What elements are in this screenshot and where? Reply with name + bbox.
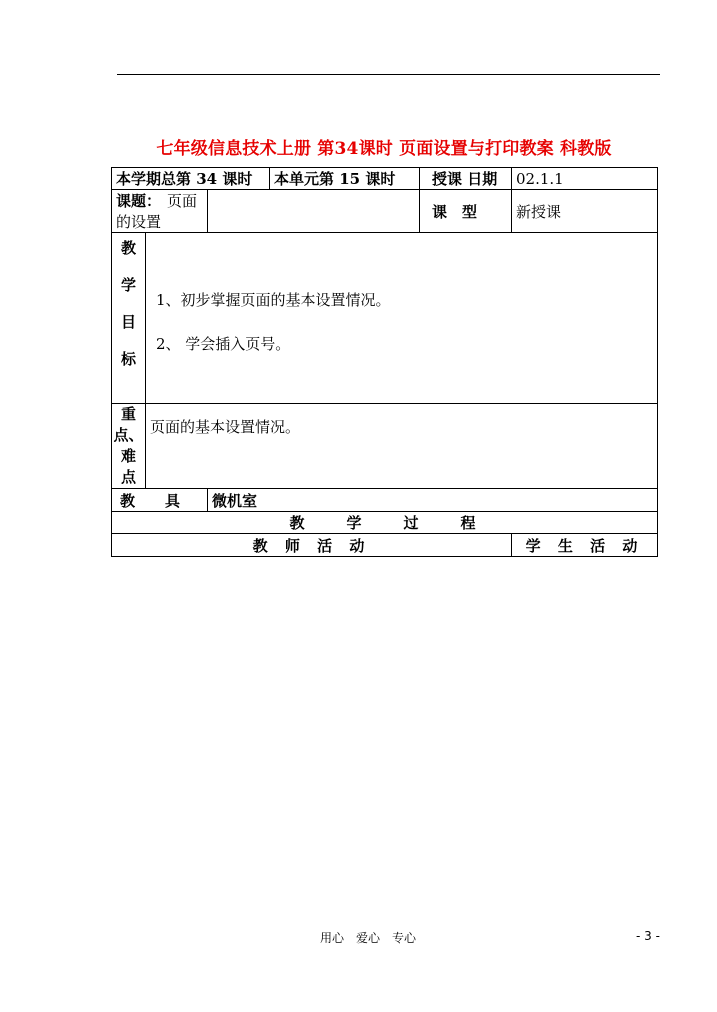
process-header: 教 学 过 程 [112,512,658,534]
tools-value: 微机室 [208,489,658,512]
header-rule [117,74,660,75]
student-activity-header: 学 生 活 动 [512,534,658,557]
type-label-cell: 课 型 [420,190,512,233]
process-header-row [112,512,658,534]
date-label-cell: 授课 日期 [420,168,512,190]
key-points-label-cell [112,404,146,489]
topic-label: 课题： [116,192,162,210]
total-lesson-cell: 本学期总第 34 课时 [112,168,270,190]
key-label-char: 点 [120,468,136,486]
activities-row [112,534,658,557]
goals-label-char: 目 [120,313,136,331]
type-value-cell: 新授课 [512,190,658,233]
goals-content-cell [146,233,658,404]
topic-row [112,190,658,233]
goals-label-char: 学 [120,276,136,294]
info-row [112,168,658,190]
tools-label: 教 具 [112,489,208,512]
lesson-plan-table [111,167,658,557]
goals-label-char: 标 [120,350,136,368]
key-points-row [112,404,658,489]
teacher-activity-header: 教 师 活 动 [112,534,512,557]
key-label-char: 难 [120,447,136,465]
goals-label-char: 教 [120,239,136,257]
goals-label-cell [112,233,146,404]
key-label-char: 重 [120,405,136,423]
page-title: 七年级信息技术上册 第34课时 页面设置与打印教案 科教版 [156,139,612,159]
page-number: - 3 - [636,929,660,943]
key-label-char: 点、 [113,426,144,444]
tools-row [112,489,658,512]
topic-blank-cell [208,190,420,233]
goal-item: 2、 学会插入页号。 [156,335,291,353]
goal-item: 1、初步掌握页面的基本设置情况。 [156,291,391,309]
key-points-content: 页面的基本设置情况。 [146,404,658,489]
unit-lesson-cell: 本单元第 15 课时 [270,168,420,190]
footer-motto: 用心 爱心 专心 [320,931,417,945]
topic-value: 页面的设置 [116,192,198,231]
date-value-cell: 02.1.1 [512,168,658,190]
topic-label-cell [112,190,208,233]
goals-row [112,233,658,404]
